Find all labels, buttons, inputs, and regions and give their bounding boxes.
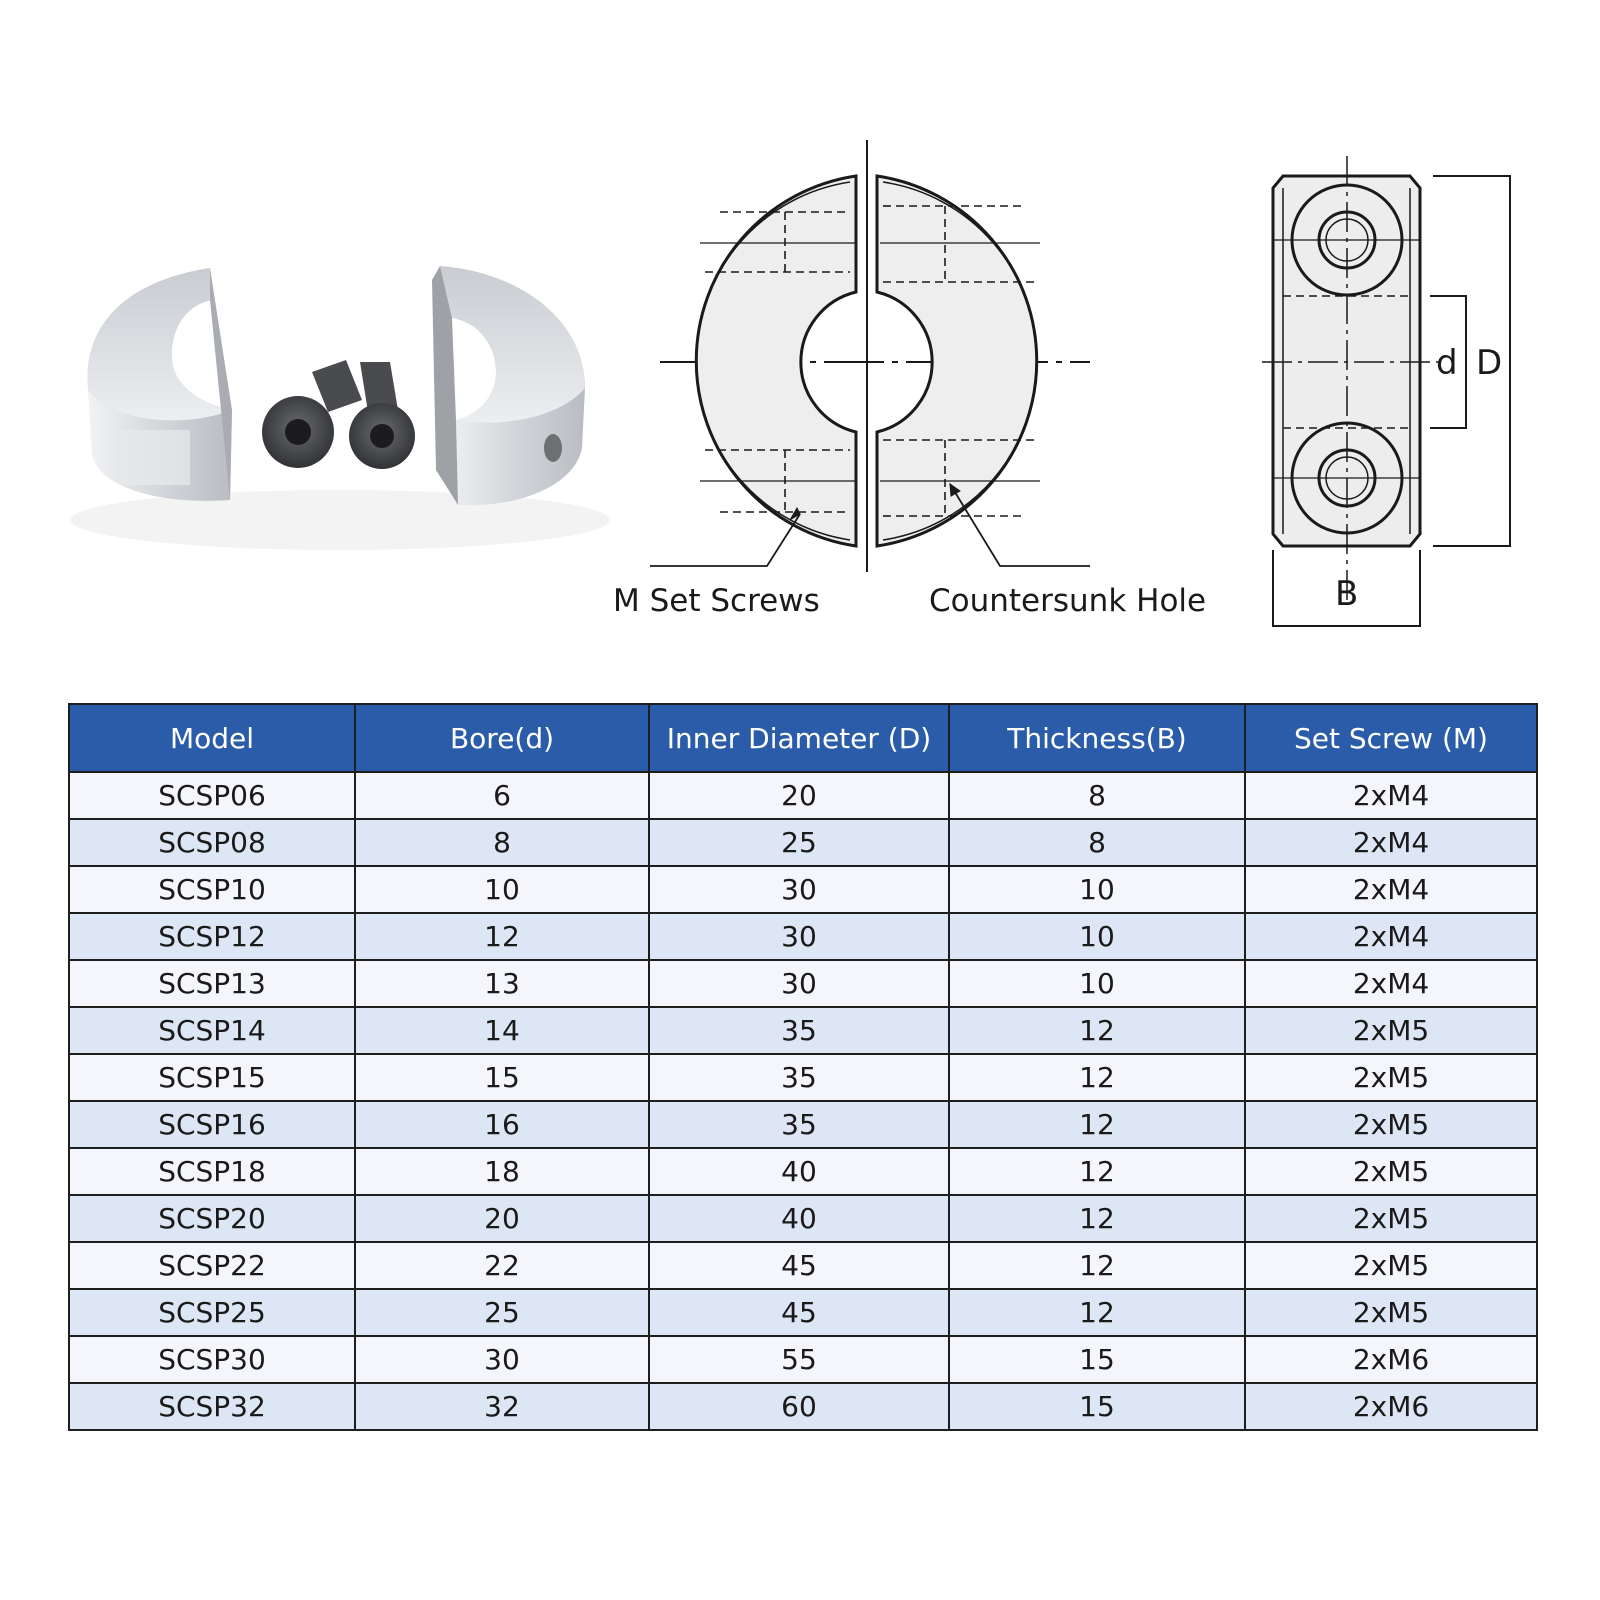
table-row (69, 1383, 1537, 1430)
cell-set-screw: 2xM6 (1245, 1383, 1537, 1430)
cell-model: SCSP32 (69, 1383, 355, 1430)
cell-thickness: 10 (949, 960, 1245, 1007)
cell-model: SCSP12 (69, 913, 355, 960)
table-row (69, 1336, 1537, 1383)
cell-bore: 15 (355, 1054, 649, 1101)
side-view-drawing (1262, 156, 1510, 626)
cell-thickness: 15 (949, 1383, 1245, 1430)
cell-model: SCSP30 (69, 1336, 355, 1383)
cell-set-screw: 2xM5 (1245, 1242, 1537, 1289)
table-row (69, 1148, 1537, 1195)
cell-set-screw: 2xM5 (1245, 1195, 1537, 1242)
cell-inner-diameter: 40 (649, 1195, 949, 1242)
table-row (69, 1289, 1537, 1336)
cell-thickness: 12 (949, 1242, 1245, 1289)
cell-thickness: 12 (949, 1007, 1245, 1054)
cell-thickness: 10 (949, 866, 1245, 913)
cell-set-screw: 2xM4 (1245, 960, 1537, 1007)
cell-set-screw: 2xM4 (1245, 772, 1537, 819)
cell-set-screw: 2xM5 (1245, 1101, 1537, 1148)
cell-inner-diameter: 55 (649, 1336, 949, 1383)
cell-bore: 32 (355, 1383, 649, 1430)
cell-inner-diameter: 40 (649, 1148, 949, 1195)
cell-model: SCSP15 (69, 1054, 355, 1101)
cell-bore: 12 (355, 913, 649, 960)
cell-set-screw: 2xM5 (1245, 1007, 1537, 1054)
cell-bore: 30 (355, 1336, 649, 1383)
table-row (69, 819, 1537, 866)
cell-bore: 8 (355, 819, 649, 866)
cell-inner-diameter: 45 (649, 1289, 949, 1336)
cell-set-screw: 2xM4 (1245, 866, 1537, 913)
cell-inner-diameter: 35 (649, 1101, 949, 1148)
cell-thickness: 15 (949, 1336, 1245, 1383)
cell-set-screw: 2xM5 (1245, 1148, 1537, 1195)
cell-thickness: 8 (949, 819, 1245, 866)
shaft-collar-photo (70, 266, 610, 550)
cell-inner-diameter: 35 (649, 1007, 949, 1054)
cell-inner-diameter: 60 (649, 1383, 949, 1430)
table-row (69, 1101, 1537, 1148)
product-illustration (0, 0, 1600, 660)
cell-set-screw: 2xM4 (1245, 913, 1537, 960)
table-row (69, 772, 1537, 819)
cell-thickness: 12 (949, 1148, 1245, 1195)
cell-bore: 22 (355, 1242, 649, 1289)
cell-inner-diameter: 30 (649, 913, 949, 960)
header-model: Model (69, 704, 355, 772)
cell-inner-diameter: 45 (649, 1242, 949, 1289)
cell-thickness: 12 (949, 1289, 1245, 1336)
table-row (69, 1007, 1537, 1054)
cell-inner-diameter: 30 (649, 960, 949, 1007)
cell-inner-diameter: 25 (649, 819, 949, 866)
cell-model: SCSP14 (69, 1007, 355, 1054)
cell-thickness: 12 (949, 1195, 1245, 1242)
cell-set-screw: 2xM5 (1245, 1054, 1537, 1101)
cell-bore: 6 (355, 772, 649, 819)
table-row (69, 866, 1537, 913)
set-screw (262, 360, 362, 468)
cell-bore: 10 (355, 866, 649, 913)
cell-model: SCSP18 (69, 1148, 355, 1195)
set-screw (349, 362, 415, 469)
table-body (69, 772, 1537, 1430)
cell-model: SCSP22 (69, 1242, 355, 1289)
table-row (69, 1054, 1537, 1101)
cell-inner-diameter: 30 (649, 866, 949, 913)
cell-set-screw: 2xM4 (1245, 819, 1537, 866)
cell-model: SCSP20 (69, 1195, 355, 1242)
bore-dimension-label: d (1436, 343, 1458, 383)
set-screws-label: M Set Screws (613, 583, 820, 619)
table-row (69, 1195, 1537, 1242)
front-view-drawing (650, 140, 1090, 572)
table-row (69, 960, 1537, 1007)
header-inner-diameter: Inner Diameter (D) (649, 704, 949, 772)
specification-table (68, 703, 1538, 1431)
cell-model: SCSP10 (69, 866, 355, 913)
cell-bore: 16 (355, 1101, 649, 1148)
cell-model: SCSP08 (69, 819, 355, 866)
cell-inner-diameter: 35 (649, 1054, 949, 1101)
cell-inner-diameter: 20 (649, 772, 949, 819)
cell-thickness: 12 (949, 1054, 1245, 1101)
table-row (69, 1242, 1537, 1289)
cell-model: SCSP06 (69, 772, 355, 819)
cell-bore: 18 (355, 1148, 649, 1195)
cell-model: SCSP16 (69, 1101, 355, 1148)
countersunk-hole-label: Countersunk Hole (929, 583, 1207, 619)
cell-thickness: 12 (949, 1101, 1245, 1148)
cell-thickness: 8 (949, 772, 1245, 819)
cell-bore: 25 (355, 1289, 649, 1336)
table-row (69, 913, 1537, 960)
cell-bore: 13 (355, 960, 649, 1007)
diameter-dimension-label: D (1476, 343, 1503, 383)
cell-set-screw: 2xM5 (1245, 1289, 1537, 1336)
table-header-row (69, 704, 1537, 772)
cell-model: SCSP13 (69, 960, 355, 1007)
cell-set-screw: 2xM6 (1245, 1336, 1537, 1383)
cell-bore: 20 (355, 1195, 649, 1242)
cell-model: SCSP25 (69, 1289, 355, 1336)
thickness-dimension-label: B (1335, 574, 1359, 614)
header-set-screw: Set Screw (M) (1245, 704, 1537, 772)
header-bore: Bore(d) (355, 704, 649, 772)
cell-bore: 14 (355, 1007, 649, 1054)
header-thickness: Thickness(B) (949, 704, 1245, 772)
cell-thickness: 10 (949, 913, 1245, 960)
